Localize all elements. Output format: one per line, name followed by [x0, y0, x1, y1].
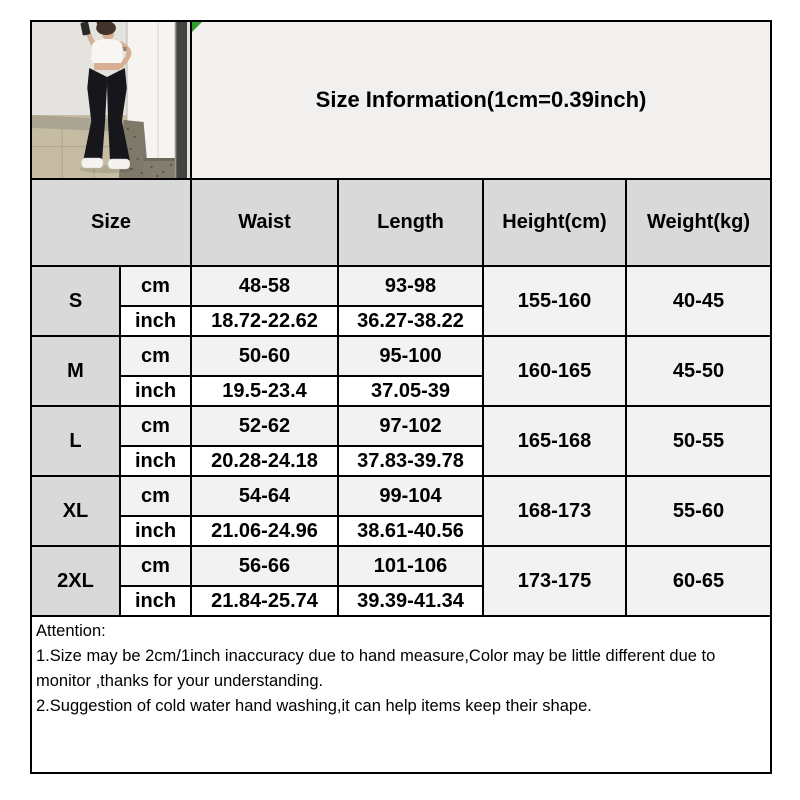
unit-label-inch: inch	[120, 446, 191, 476]
weight-value: 50-55	[626, 406, 771, 476]
weight-value: 45-50	[626, 336, 771, 406]
unit-label-cm: cm	[120, 406, 191, 446]
unit-label-cm: cm	[120, 336, 191, 376]
waist-inch-value: 21.06-24.96	[191, 516, 338, 546]
length-cm-value: 97-102	[338, 406, 483, 446]
size-label: XL	[31, 476, 120, 546]
top-row	[31, 21, 771, 179]
waist-cm-value: 54-64	[191, 476, 338, 516]
row-m-cm	[31, 336, 771, 376]
weight-value: 55-60	[626, 476, 771, 546]
right-shoe	[108, 159, 130, 169]
unit-label-inch: inch	[120, 376, 191, 406]
row-s-cm	[31, 266, 771, 306]
unit-label-cm: cm	[120, 476, 191, 516]
note-line-1: 1.Size may be 2cm/1inch inaccuracy due to hand measure,Color may be little different due to monitor ,thanks for your understanding.	[36, 647, 716, 690]
size-info-title: Size Information(1cm=0.39inch)	[315, 87, 647, 112]
col-header-size: Size	[31, 179, 191, 266]
size-info-title-cell	[191, 21, 771, 179]
unit-label-cm: cm	[120, 546, 191, 586]
col-header-weight: Weight(kg)	[626, 179, 771, 266]
waist-inch-value: 20.28-24.18	[191, 446, 338, 476]
waist-cm-value: 56-66	[191, 546, 338, 586]
size-label: 2XL	[31, 546, 120, 616]
product-photo	[31, 21, 191, 179]
unit-label-inch: inch	[120, 516, 191, 546]
row-l-cm	[31, 406, 771, 446]
waist-cm-value: 50-60	[191, 336, 338, 376]
weight-value: 40-45	[626, 266, 771, 336]
length-cm-value: 93-98	[338, 266, 483, 306]
length-inch-value: 37.05-39	[338, 376, 483, 406]
unit-label-inch: inch	[120, 586, 191, 616]
unit-label-inch: inch	[120, 306, 191, 336]
row-2xl-cm	[31, 546, 771, 586]
white-crop-top	[91, 39, 123, 66]
midriff	[94, 63, 120, 70]
height-value: 165-168	[483, 406, 626, 476]
unit-label-cm: cm	[120, 266, 191, 306]
comment-marker-icon	[192, 22, 202, 32]
size-table	[30, 20, 772, 774]
waist-cm-value: 52-62	[191, 406, 338, 446]
dark-edge-strip	[176, 22, 187, 178]
door-panel-line	[157, 22, 158, 160]
length-cm-value: 101-106	[338, 546, 483, 586]
door-bottom-shadow	[144, 158, 177, 161]
size-label: M	[31, 336, 120, 406]
left-shoe	[81, 158, 103, 168]
waist-inch-value: 19.5-23.4	[191, 376, 338, 406]
attention-notes-cell	[31, 616, 771, 773]
col-header-length: Length	[338, 179, 483, 266]
mosaic-under-door	[144, 160, 177, 178]
height-value: 155-160	[483, 266, 626, 336]
weight-value: 60-65	[626, 546, 771, 616]
notes-heading: Attention:	[36, 622, 106, 640]
col-header-waist: Waist	[191, 179, 338, 266]
edge-highlight	[175, 22, 176, 178]
length-inch-value: 36.27-38.22	[338, 306, 483, 336]
length-inch-value: 37.83-39.78	[338, 446, 483, 476]
column-header-row	[31, 179, 771, 266]
height-value: 160-165	[483, 336, 626, 406]
length-cm-value: 99-104	[338, 476, 483, 516]
waist-inch-value: 21.84-25.74	[191, 586, 338, 616]
tattoo	[123, 47, 126, 51]
col-header-height: Height(cm)	[483, 179, 626, 266]
size-label: L	[31, 406, 120, 476]
size-label: S	[31, 266, 120, 336]
length-inch-value: 39.39-41.34	[338, 586, 483, 616]
height-value: 168-173	[483, 476, 626, 546]
waist-inch-value: 18.72-22.62	[191, 306, 338, 336]
length-cm-value: 95-100	[338, 336, 483, 376]
model-photo-illustration	[32, 22, 190, 178]
waist-cm-value: 48-58	[191, 266, 338, 306]
row-xl-cm	[31, 476, 771, 516]
size-chart-sheet	[30, 20, 772, 774]
height-value: 173-175	[483, 546, 626, 616]
note-line-2: 2.Suggestion of cold water hand washing,it can help items keep their shape.	[36, 697, 592, 715]
length-inch-value: 38.61-40.56	[338, 516, 483, 546]
notes-row	[31, 616, 771, 773]
